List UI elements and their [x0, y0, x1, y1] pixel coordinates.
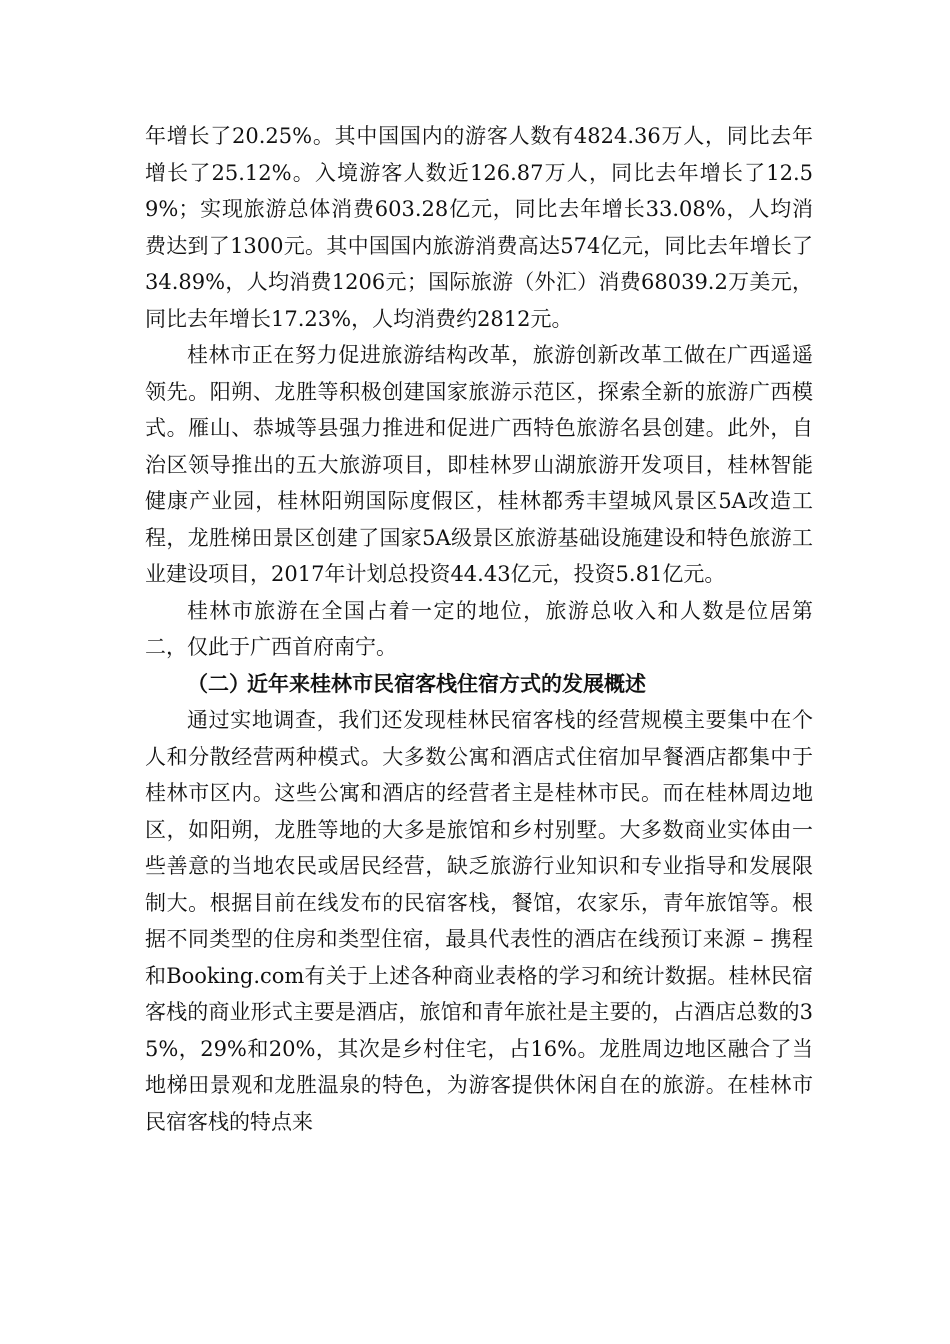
section-heading: [145, 666, 813, 703]
section-heading-title: 近年来桂林市民宿客栈住宿方式的发展概述: [247, 670, 646, 696]
paragraph-tourism-reform: 桂林市正在努力促进旅游结构改革，旅游创新改革工做在广西遥遥领先。阳朔、龙胜等积极创建国家旅游示范区，探索全新的旅游广西模式。雁山、恭城等县强力推进和促进广西特色旅游名县创建。此外，自治区领导推出的五大旅游项目，即桂林罗山湖旅游开发项目，桂林智能健康产业园，桂林阳朔国际度假区，桂林都秀丰望城风景区5A改造工程，龙胜梯田景区创建了国家5A级景区旅游基础设施建设和特色旅游工业建设项目，2017年计划总投资44.43亿元，投资5.81亿元。: [145, 343, 813, 586]
document-page: [145, 118, 813, 1140]
paragraph-homestay-overview: 通过实地调查，我们还发现桂林民宿客栈的经营规模主要集中在个人和分散经营两种模式。大多数公寓和酒店式住宿加早餐酒店都集中于桂林市区内。这些公寓和酒店的经营者主是桂林市民。而在桂林周边地区，如阳朔，龙胜等地的大多是旅馆和乡村别墅。大多数商业实体由一些善意的当地农民或居民经营，缺乏旅游行业知识和专业指导和发展限制大。根据目前在线发布的民宿客栈，餐馆，农家乐，青年旅馆等。根据不同类型的住房和类型住宿，最具代表性的酒店在线预订来源 – 携程和Booking.com有关于上述各种商业表格的学习和统计数据。桂林民宿客栈的商业形式主要是酒店，旅馆和青年旅社是主要的，占酒店总数的35%，29%和20%，其次是乡村住宅，占16%。龙胜周边地区融合了当地梯田景观和龙胜温泉的特色，为游客提供休闲自在的旅游。在桂林市民宿客栈的特点来: [145, 708, 813, 1134]
paragraph-tourism-ranking: 桂林市旅游在全国占着一定的地位，旅游总收入和人数是位居第二，仅此于广西首府南宁。: [145, 598, 813, 659]
paragraph-tourism-statistics: 年增长了20.25%。其中国国内的游客人数有4824.36万人，同比去年增长了25.12%。入境游客人数近126.87万人，同比去年增长了12.59%；实现旅游总体消费603.28亿元，同比去年增长33.08%，人均消费达到了1300元。其中国国内旅游消费高达574亿元，同比去年增长了34.89%，人均消费1206元；国际旅游（外汇）消费68039.2万美元，同比去年增长17.23%，人均消费约2812元。: [145, 124, 813, 331]
section-heading-number: （二）: [187, 670, 250, 696]
